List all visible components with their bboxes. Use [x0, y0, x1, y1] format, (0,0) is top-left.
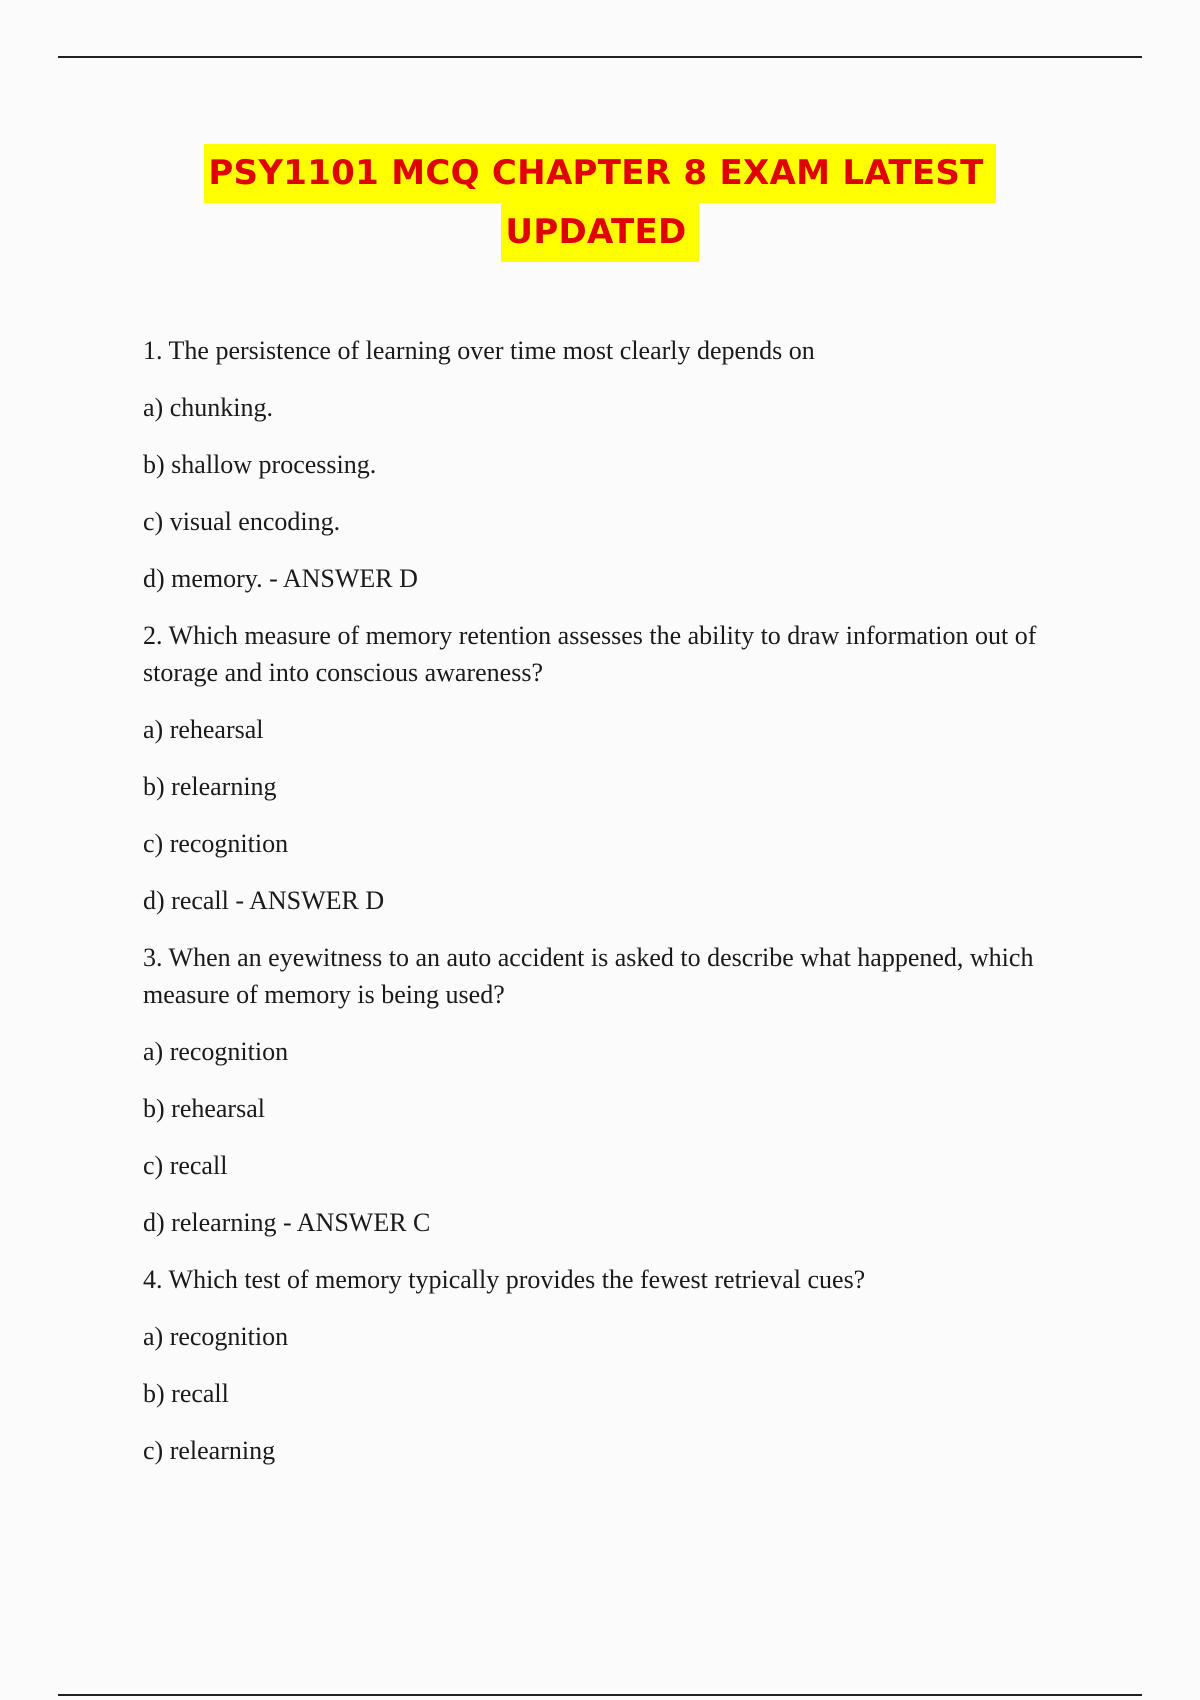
question-4-option-a: a) recognition — [143, 1322, 289, 1351]
question-3-option-c: c) recall — [143, 1151, 228, 1180]
question-2-option-a: a) rehearsal — [143, 715, 264, 744]
question-3-option-d: d) relearning - ANSWER C — [143, 1208, 431, 1237]
title-line-1: PSY1101 MCQ CHAPTER 8 EXAM LATEST — [204, 144, 995, 203]
question-4-option-c: c) relearning — [143, 1436, 276, 1465]
question-3: 3. When an eyewitness to an auto accident is asked to describe what happened, which measure of memory is being used? — [143, 943, 1034, 1009]
question-4-option-b: b) recall — [143, 1379, 229, 1408]
question-list — [143, 332, 1093, 1489]
question-1-option-c: c) visual encoding. — [143, 507, 341, 536]
top-rule — [58, 56, 1142, 58]
question-1-option-a: a) chunking. — [143, 393, 273, 422]
question-1-option-d: d) memory. - ANSWER D — [143, 564, 418, 593]
question-2-option-b: b) relearning — [143, 772, 277, 801]
page-title — [0, 144, 1200, 262]
question-2: 2. Which measure of memory retention assesses the ability to draw information out of storage and into conscious awareness? — [143, 621, 1037, 687]
question-2-option-c: c) recognition — [143, 829, 289, 858]
question-3-option-b: b) rehearsal — [143, 1094, 265, 1123]
question-4: 4. Which test of memory typically provides the fewest retrieval cues? — [143, 1265, 866, 1294]
title-line-2: UPDATED — [501, 203, 698, 262]
bottom-rule — [58, 1694, 1142, 1696]
question-1: 1. The persistence of learning over time most clearly depends on — [143, 336, 815, 365]
question-3-option-a: a) recognition — [143, 1037, 289, 1066]
question-2-option-d: d) recall - ANSWER D — [143, 886, 385, 915]
question-1-option-b: b) shallow processing. — [143, 450, 377, 479]
